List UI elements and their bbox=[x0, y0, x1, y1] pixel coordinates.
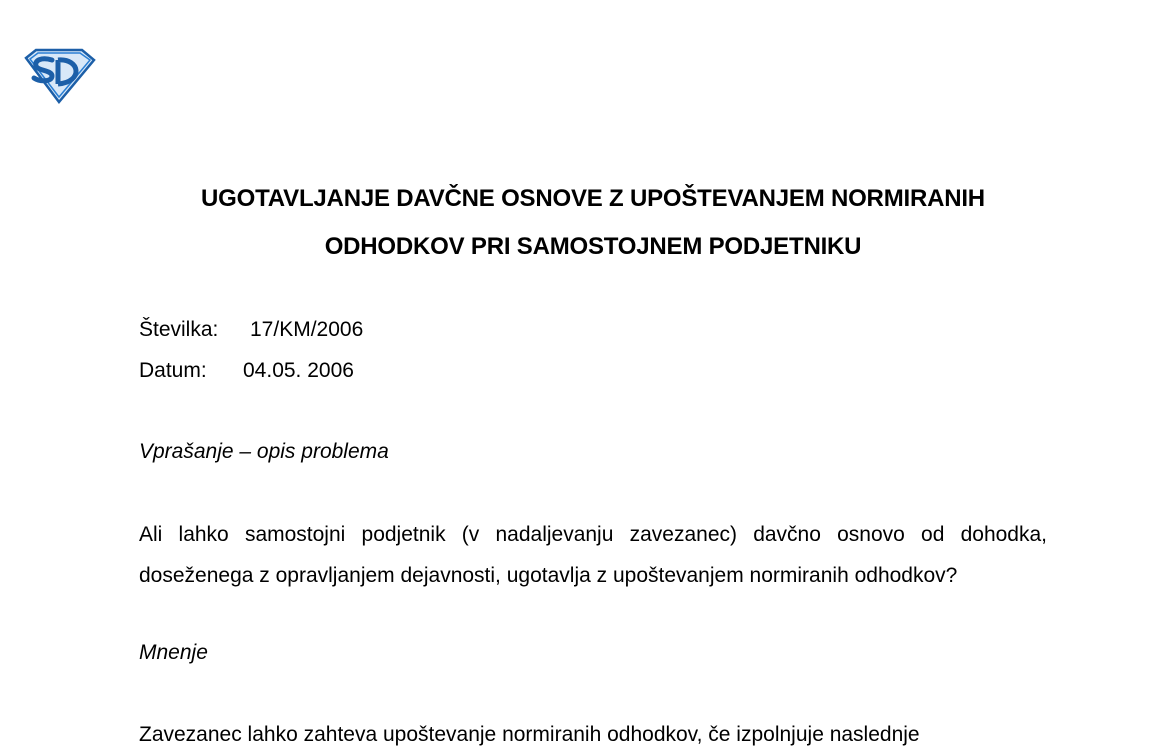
question-heading: Vprašanje – opis problema bbox=[139, 440, 389, 463]
number-value: 17/KM/2006 bbox=[250, 318, 364, 341]
number-label: Številka: bbox=[139, 318, 219, 341]
date-label: Datum: bbox=[139, 359, 207, 382]
question-paragraph: Ali lahko samostojni podjetnik (v nadaljevanju zavezanec) davčno osnovo od dohodka, doseženega z opravljanjem dejavnosti, ugotavlja z upoštevanjem normiranih odhodkov? bbox=[139, 523, 1047, 587]
date-value: 04.05. 2006 bbox=[243, 359, 354, 382]
document-title-line-1: UGOTAVLJANJE DAVČNE OSNOVE Z UPOŠTEVANJEM NORMIRANIH bbox=[201, 185, 985, 212]
opinion-paragraph: Zavezanec lahko zahteva upoštevanje normiranih odhodkov, če izpolnjuje naslednje bbox=[139, 723, 920, 746]
number-row bbox=[139, 318, 364, 342]
document-title-line-2: ODHODKOV PRI SAMOSTOJNEM PODJETNIKU bbox=[324, 233, 862, 260]
opinion-heading: Mnenje bbox=[139, 641, 208, 664]
date-row bbox=[139, 359, 354, 383]
company-logo bbox=[22, 48, 96, 104]
